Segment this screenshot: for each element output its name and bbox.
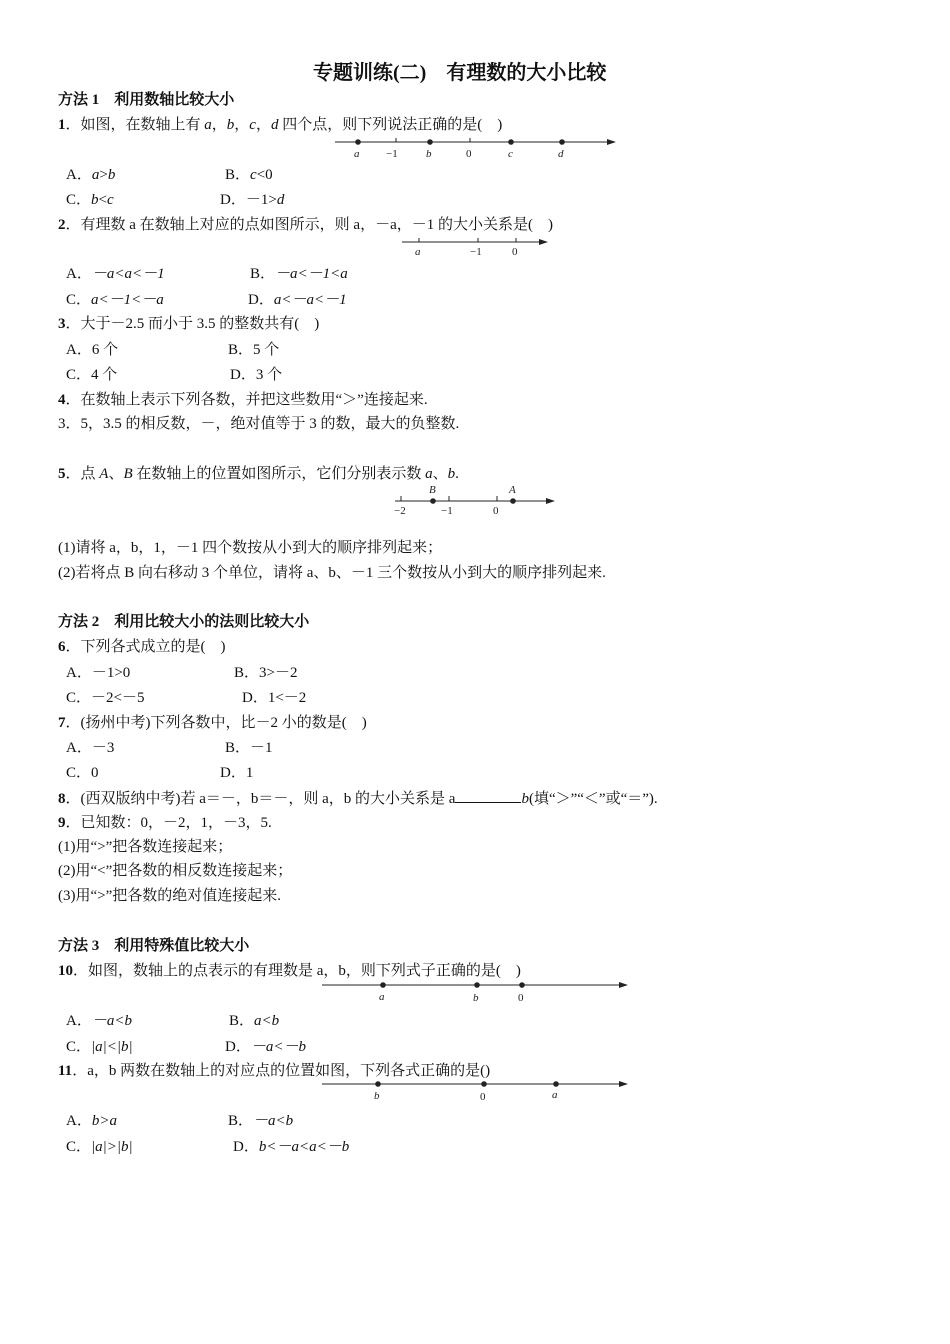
option-text: －a<b xyxy=(253,1113,294,1129)
operator: －1> xyxy=(245,192,277,208)
option-c xyxy=(66,290,164,310)
option-b xyxy=(250,264,348,284)
number-line-q11 xyxy=(320,1076,640,1102)
option-text: |a|>|b| xyxy=(91,1139,133,1155)
number-line-q10 xyxy=(320,977,640,1003)
option-c: C．0 xyxy=(66,765,99,781)
option-d: D．1 xyxy=(220,765,254,781)
option-letter: A． xyxy=(66,1013,92,1029)
var-b: b xyxy=(447,466,456,482)
axis-label-a: a xyxy=(354,148,360,160)
question-number: 4 xyxy=(58,392,66,408)
var-b: b xyxy=(521,791,529,807)
option-a: A．6 个 xyxy=(66,342,119,358)
question-1-stem xyxy=(58,115,502,135)
axis-label-d: d xyxy=(558,148,564,160)
option-a: A．－1>0 xyxy=(66,665,131,681)
point-a: A xyxy=(99,466,109,482)
question-number: 8 xyxy=(58,791,66,807)
var-c: c xyxy=(249,117,256,133)
question-5-stem xyxy=(58,464,459,484)
question-4-stem xyxy=(58,390,428,410)
stem-text: ．如图，在数轴上有 xyxy=(65,117,205,133)
option-letter: B． xyxy=(225,167,251,183)
question-number: 2 xyxy=(58,217,66,233)
option-b: B．5 个 xyxy=(228,342,280,358)
option-letter: D． xyxy=(233,1139,259,1155)
axis-label-b: b xyxy=(473,992,479,1004)
option-text: a<－a<－1 xyxy=(273,292,347,308)
page-title: 专题训练(二) 有理数的大小比较 xyxy=(313,62,607,84)
option-letter: C． xyxy=(66,192,92,208)
answer-blank[interactable] xyxy=(455,788,521,803)
option-text: －a<b xyxy=(91,1013,132,1029)
option-c xyxy=(66,190,114,210)
separator: ， xyxy=(211,117,227,133)
period: . xyxy=(455,466,459,482)
section-heading-method-3: 方法 3 利用特殊值比较大小 xyxy=(58,938,250,954)
option-letter: B． xyxy=(228,1113,254,1129)
axis-label-minus1: −1 xyxy=(441,505,453,517)
separator: 、 xyxy=(432,466,448,482)
var: b xyxy=(91,192,99,208)
option-d xyxy=(248,290,347,310)
option-d xyxy=(220,190,284,210)
number-line-q2 xyxy=(400,234,560,258)
question-9-stem xyxy=(58,813,272,833)
question-9-part-3: (3)用“>”把各数的绝对值连接起来. xyxy=(58,888,282,904)
option-b xyxy=(225,165,273,185)
question-2-stem xyxy=(58,215,553,235)
axis-label-minus1: −1 xyxy=(470,246,482,258)
question-7-stem xyxy=(58,713,367,733)
option-a xyxy=(66,165,115,185)
var-b: b xyxy=(226,117,235,133)
section-heading-method-2: 方法 2 利用比较大小的法则比较大小 xyxy=(58,614,310,630)
option-b: B．－1 xyxy=(225,740,273,756)
option-letter: C． xyxy=(66,1139,92,1155)
stem-text: 在数轴上的位置如图所示，它们分别表示数 xyxy=(132,466,426,482)
separator: ， xyxy=(234,117,250,133)
question-number: 9 xyxy=(58,815,66,831)
axis-label-zero: 0 xyxy=(480,1091,486,1103)
question-6-stem xyxy=(58,637,226,657)
option-c xyxy=(66,1037,133,1057)
question-5-part-1: (1)请将 a，b，1，－1 四个数按从小到大的顺序排列起来； xyxy=(58,540,443,556)
option-text: b<－a<a<－b xyxy=(258,1139,350,1155)
question-4-numbers: 3．5，3.5 的相反数，－，绝对值等于 3 的数，最大的负整数. xyxy=(58,416,460,432)
var: b xyxy=(107,167,116,183)
option-d xyxy=(233,1137,349,1157)
operator: > xyxy=(99,167,108,183)
option-letter: A． xyxy=(66,266,92,282)
var: c xyxy=(106,192,114,208)
axis-label-minus2: −2 xyxy=(394,505,406,517)
option-c: C．－2<－5 xyxy=(66,690,145,706)
axis-label-b: b xyxy=(374,1090,380,1102)
option-b: B．3>－2 xyxy=(234,665,298,681)
option-letter: D． xyxy=(248,292,274,308)
operator: < xyxy=(98,192,107,208)
question-5-part-2: (2)若将点 B 向右移动 3 个单位，请将 a、b、－1 三个数按从小到大的顺序排列起来. xyxy=(58,565,606,581)
option-c: C．4 个 xyxy=(66,367,118,383)
option-letter: A． xyxy=(66,167,92,183)
stem-text: ．点 xyxy=(65,466,100,482)
question-8-stem xyxy=(58,788,658,809)
stem-text: ．下列各式成立的是( ) xyxy=(65,639,226,655)
question-9-part-2: (2)用“<”把各数的相反数连接起来； xyxy=(58,863,293,879)
option-text: |a|<|b| xyxy=(91,1039,133,1055)
option-a xyxy=(66,1011,132,1031)
question-number: 10 xyxy=(58,963,73,979)
stem-text: ．大于－2.5 而小于 3.5 的整数共有( ) xyxy=(65,316,320,332)
axis-label-zero: 0 xyxy=(493,505,499,517)
stem-text: ．a，b 两数在数轴上的对应点的位置如图，下列各式正确的是() xyxy=(72,1063,491,1079)
axis-label-A: A xyxy=(509,484,516,496)
option-d xyxy=(225,1037,306,1057)
separator: 、 xyxy=(108,466,124,482)
question-number: 3 xyxy=(58,316,66,332)
number-line-q5 xyxy=(393,483,563,519)
option-letter: B． xyxy=(229,1013,255,1029)
option-letter: B． xyxy=(250,266,276,282)
number-line-q1 xyxy=(333,134,623,160)
option-a xyxy=(66,264,165,284)
point-b: B xyxy=(123,466,133,482)
option-letter: C． xyxy=(66,292,92,308)
question-number: 11 xyxy=(58,1063,73,1079)
option-text: －a<a<－1 xyxy=(91,266,165,282)
option-text: －a<－b xyxy=(250,1039,306,1055)
operator: <0 xyxy=(256,167,273,183)
option-letter: C． xyxy=(66,1039,92,1055)
var: d xyxy=(276,192,285,208)
stem-text: 四个点，则下列说法正确的是( ) xyxy=(278,117,503,133)
axis-label-zero: 0 xyxy=(466,148,472,160)
axis-label-minus1: −1 xyxy=(386,148,398,160)
var-d: d xyxy=(270,117,279,133)
var-a: a xyxy=(425,466,433,482)
question-number: 6 xyxy=(58,639,66,655)
stem-text: ．在数轴上表示下列各数，并把这些数用“＞”连接起来. xyxy=(65,392,428,408)
option-a xyxy=(66,1111,117,1131)
stem-text: ．如图，数轴上的点表示的有理数是 a，b，则下列式子正确的是( ) xyxy=(73,963,521,979)
section-heading-method-1: 方法 1 利用数轴比较大小 xyxy=(58,92,235,108)
axis-label-a: a xyxy=(379,991,385,1003)
question-number: 1 xyxy=(58,117,66,133)
var: c xyxy=(250,167,257,183)
option-letter: D． xyxy=(220,192,246,208)
axis-label-zero: 0 xyxy=(518,992,524,1004)
option-letter: A． xyxy=(66,1113,92,1129)
question-9-part-1: (1)用“>”把各数连接起来； xyxy=(58,839,233,855)
option-text: a<b xyxy=(254,1013,280,1029)
question-number: 7 xyxy=(58,715,66,731)
axis-label-zero: 0 xyxy=(512,246,518,258)
option-text: a<－1<－a xyxy=(91,292,164,308)
question-3-stem xyxy=(58,314,319,334)
var: a xyxy=(91,167,100,183)
axis-label-c: c xyxy=(508,148,513,160)
option-b xyxy=(229,1011,279,1031)
axis-label-a: a xyxy=(415,246,421,258)
stem-text: (填“＞”“＜”或“＝”). xyxy=(528,791,658,807)
question-number: 5 xyxy=(58,466,66,482)
axis-label-b: b xyxy=(426,148,432,160)
stem-text: ．(西双版纳中考)若 a＝－，b＝－，则 a，b 的大小关系是 a xyxy=(65,791,456,807)
option-d: D．3 个 xyxy=(230,367,283,383)
option-text: b>a xyxy=(91,1113,117,1129)
option-b xyxy=(228,1111,293,1131)
separator: ， xyxy=(255,117,271,133)
option-a: A．－3 xyxy=(66,740,115,756)
stem-text: ．已知数：0，－2，1，－3，5. xyxy=(65,815,272,831)
var-a: a xyxy=(204,117,212,133)
option-c xyxy=(66,1137,133,1157)
stem-text: ．有理数 a 在数轴上对应的点如图所示，则 a，－a，－1 的大小关系是( ) xyxy=(65,217,553,233)
option-letter: D． xyxy=(225,1039,251,1055)
option-text: －a<－1<a xyxy=(275,266,348,282)
axis-label-a: a xyxy=(552,1089,558,1101)
stem-text: ．(扬州中考)下列各数中，比－2 小的数是( ) xyxy=(65,715,367,731)
option-d: D．1<－2 xyxy=(242,690,307,706)
axis-label-B: B xyxy=(429,484,436,496)
